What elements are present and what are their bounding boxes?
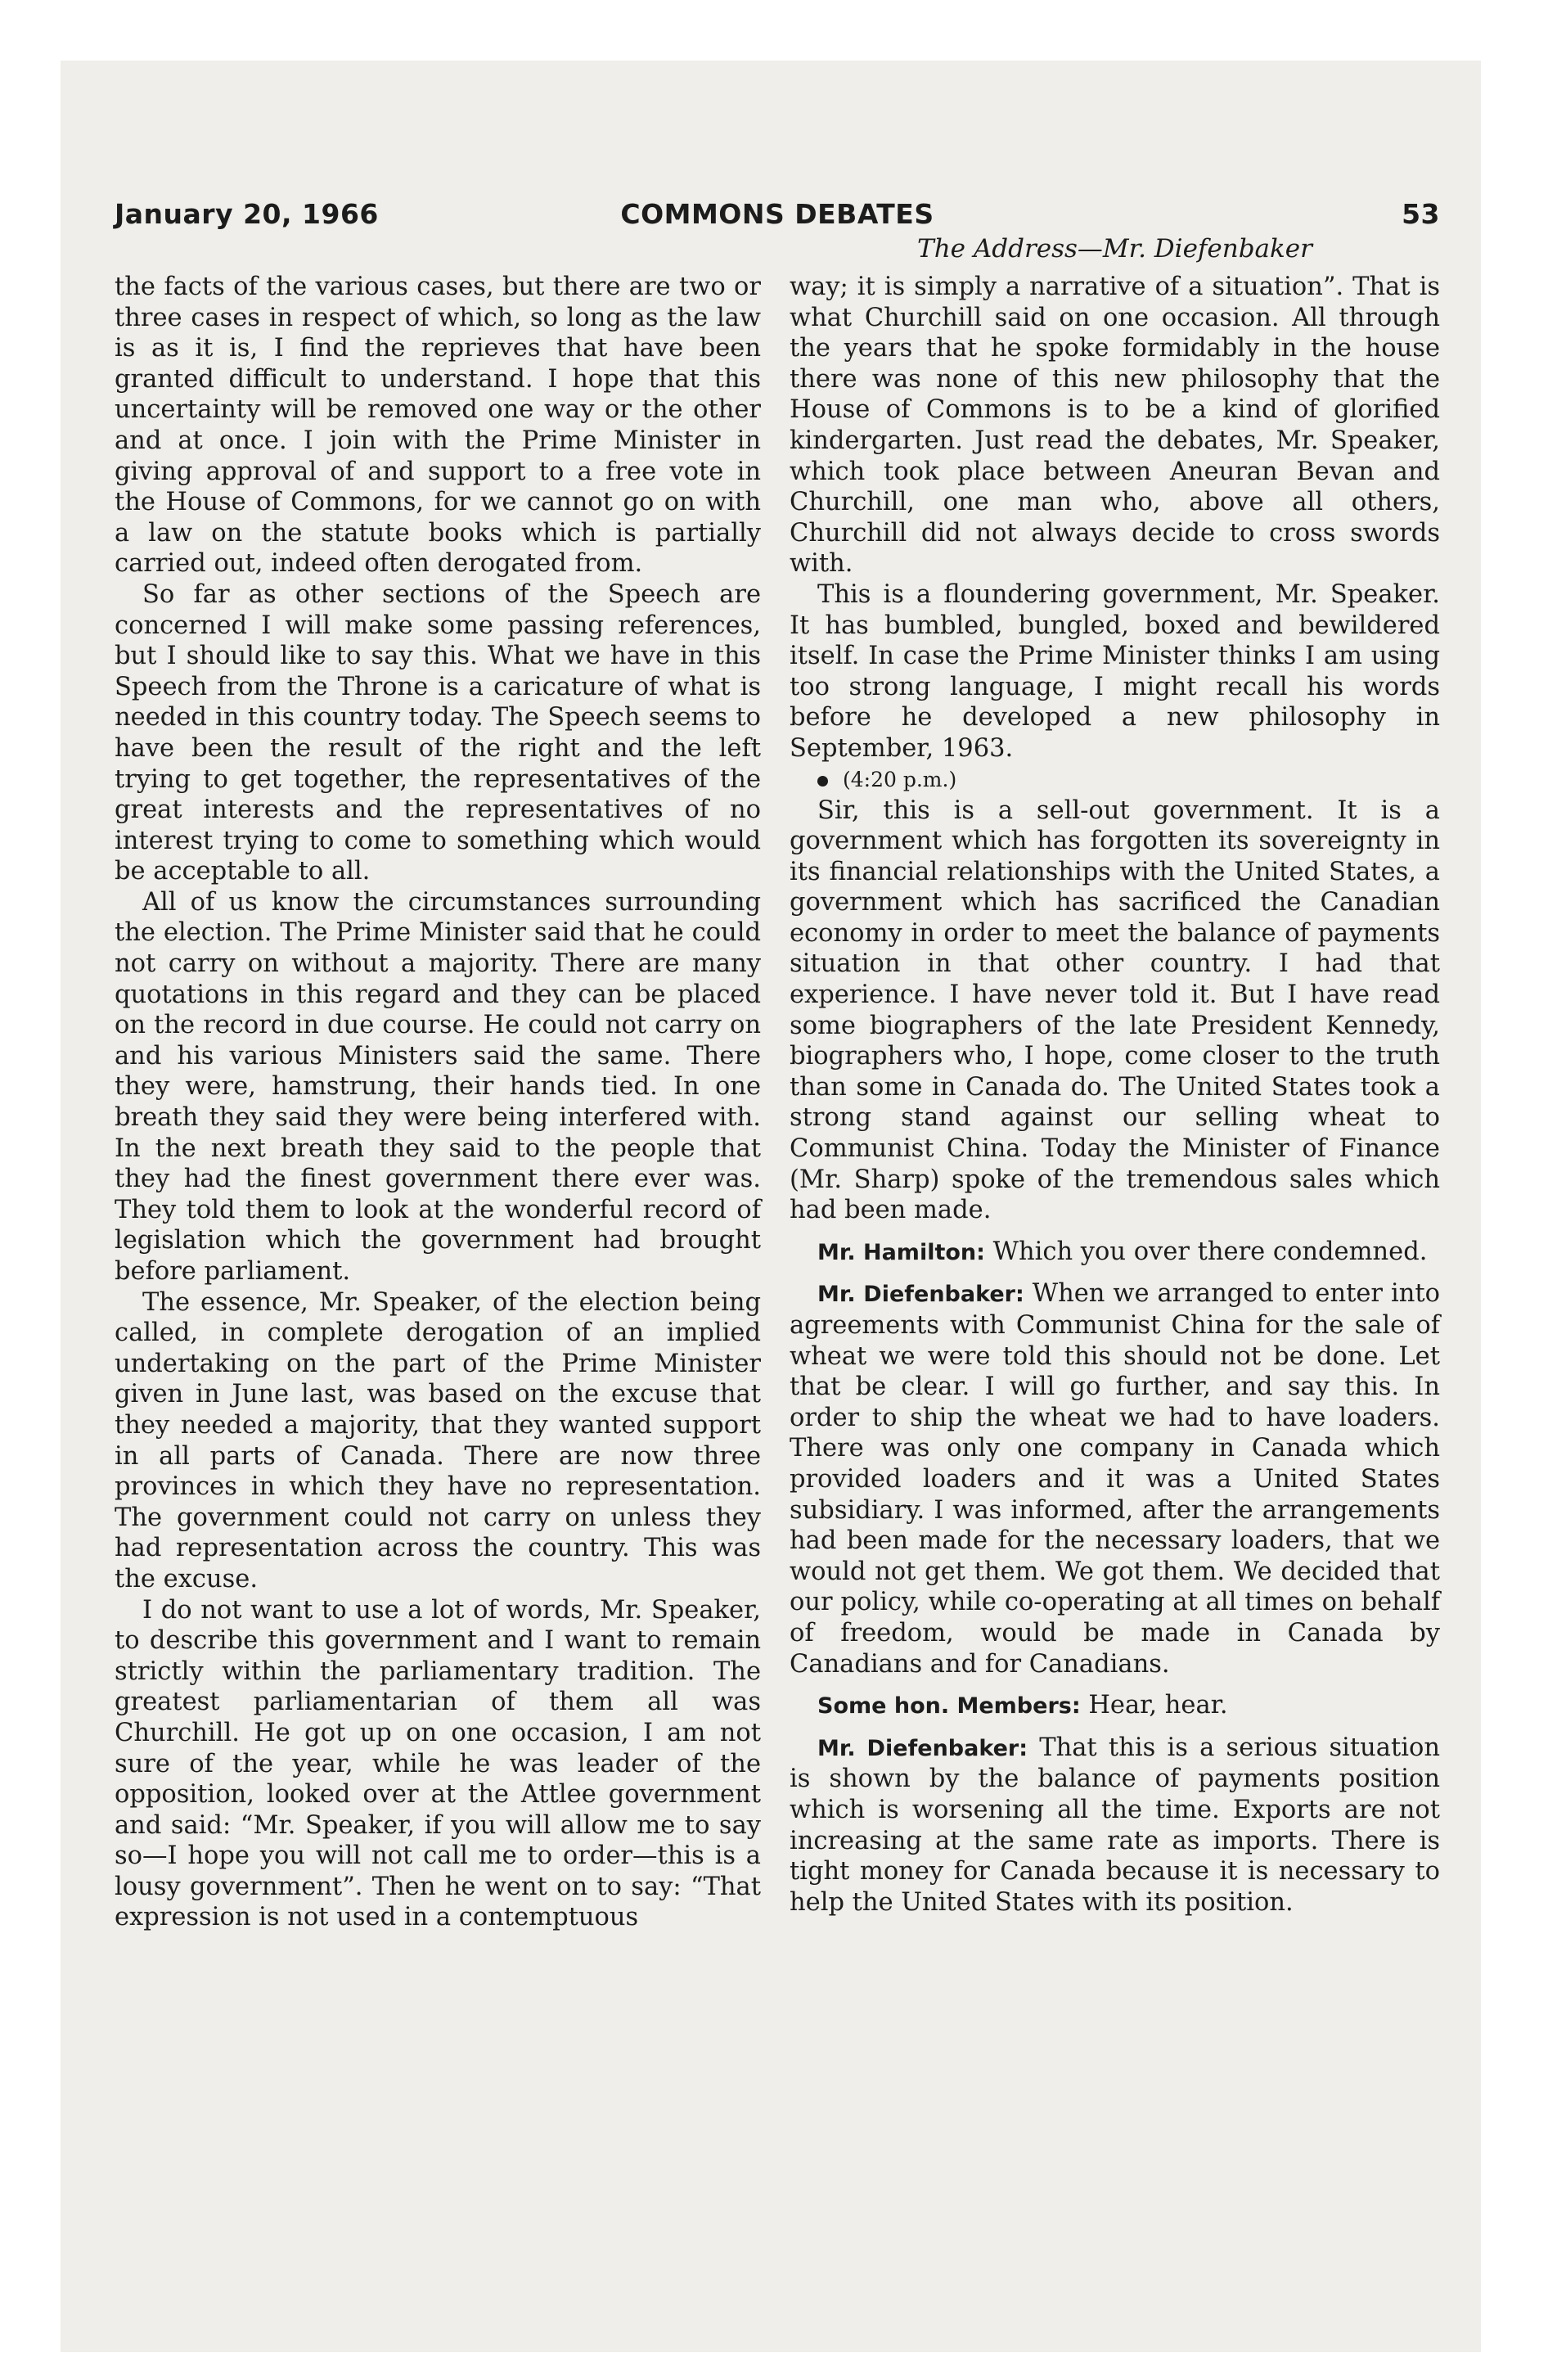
paragraph: All of us know the circumstances surrounding the election. The Prime Minister said that he could not carry on without a majority. There are many quotations in this regard and they can be placed on the record in due course. He could not carry on and his various Ministers said the same. There they were, hamstrung, their hands tied. In one breath they said they were being interfered with. In the next breath they said to the people that they had the finest government there ever was. They told them to look at the wonderful record of legislation which the government had brought before parliament. [115,887,761,1286]
speech-hamilton [790,1237,1440,1269]
speaker-name: Mr. Diefenbaker: [817,1282,1024,1308]
running-header [115,198,1440,239]
paragraph: Sir, this is a sell-out government. It is a government which has forgotten its sovereignty in its financial relationships with the United States, a government which has sacrificed the Canadian economy in order to meet the balance of payments situation in that other country. I had that experience. I have never told it. But I have read some biographers of the late President Kennedy, biographers who, I hope, come closer to the truth than some in Canada do. The United States took a strong stand against our selling wheat to Communist China. Today the Minister of Finance (Mr. Sharp) spoke of the tremendous sales which had been made. [790,796,1440,1225]
page-number: 53 [1402,198,1440,230]
paragraph: way; it is simply a narrative of a situation”. That is what Churchill said on one occasion. All through the years that he spoke formidably in the house there was none of this new philosophy that the House of Commons is to be a kind of glorified kindergarten. Just read the debates, Mr. Speaker, which took place between Aneuran Bevan and Churchill, one man who, above all others, Churchill did not always decide to cross swords with. [790,273,1440,579]
paragraph: So far as other sections of the Speech are concerned I will make some passing references, but I should like to say this. What we have in this Speech from the Throne is a caricature of what is needed in this country today. The Speech seems to have been the result of the right and the left trying to get together, the representatives of the great interests and the representatives of no interest trying to come to something which would be acceptable to all. [115,579,761,886]
paragraph: This is a floundering government, Mr. Speaker. It has bumbled, bungled, boxed and bewildered itself. In case the Prime Minister thinks I am using too strong language, I might recall his words before he developed a new philosophy in September, 1963. [790,579,1440,763]
speech-diefenbaker [790,1278,1440,1679]
bullet-icon [817,776,828,787]
speaker-name: Mr. Diefenbaker: [817,1735,1028,1761]
speaker-name: Some hon. Members: [817,1693,1081,1720]
header-date: January 20, 1966 [115,198,379,230]
header-title: COMMONS DEBATES [620,198,934,230]
paragraph: The essence, Mr. Speaker, of the election being called, in complete derogation of an implied undertaking on the part of the Prime Minister given in June last, was based on the excuse that they needed a majority, that they wanted support in all parts of Canada. There are now three provinces in which they have no representation. The government could not carry on unless they had representation across the country. This was the excuse. [115,1287,761,1593]
right-column [790,272,1440,1918]
paragraph: the facts of the various cases, but there are two or three cases in respect of which, so long as the law is as it is, I find the reprieves that have been granted difficult to understand. I hope that this uncertainty will be removed one way or the other and at once. I join with the Prime Minister in giving approval of and support to a free vote in the House of Commons, for we cannot go on with a law on the statute books which is partially carried out, indeed often derogated from. [115,273,761,579]
speech-members [790,1690,1440,1722]
speech-text: When we arranged to enter into agreements with Communist China for the sale of wheat we were told this should not be done. Let that be clear. I will go further, and say this. In order to ship the wheat we had to have loaders. There was only one company in Canada which provided loaders and it was a United States subsidiary. I was informed, after the arrangements had been made for the necessary loaders, that we would not get them. We got them. We decided that our policy, while co-operating at all times on behalf of freedom, would be made in Canada by Canadians and for Canadians. [790,1279,1441,1679]
speech-diefenbaker [790,1733,1440,1918]
section-subhead: The Address—Mr. Diefenbaker [917,234,1312,264]
speech-text: Hear, hear. [1080,1691,1228,1720]
speaker-name: Mr. Hamilton: [817,1239,985,1265]
document-page [61,61,1481,2352]
speech-text: Which you over there condemned. [984,1237,1428,1266]
paragraph: I do not want to use a lot of words, Mr. Speaker, to describe this government and I want to remain strictly within the parliamentary tradition. The greatest parliamentarian of them all was Churchill. He got up on one occasion, I am not sure of the year, while he was leader of the opposition, looked over at the Attlee government and said: “Mr. Speaker, if you will allow me to say so—I hope you will not call me to order—this is a lousy government”. Then he went on to say: “That expression is not used in a contemptuous [115,1595,761,1932]
speech-text: That this is a serious situation is shown by the balance of payments position which is worsening all the time. Exports are not increasing at the same rate as imports. There is tight money for Canada because it is necessary to help the United States with its position. [790,1733,1441,1917]
time-marker [790,764,1440,796]
left-column [115,272,761,1933]
time-stamp: (4:20 p.m.) [843,767,957,791]
